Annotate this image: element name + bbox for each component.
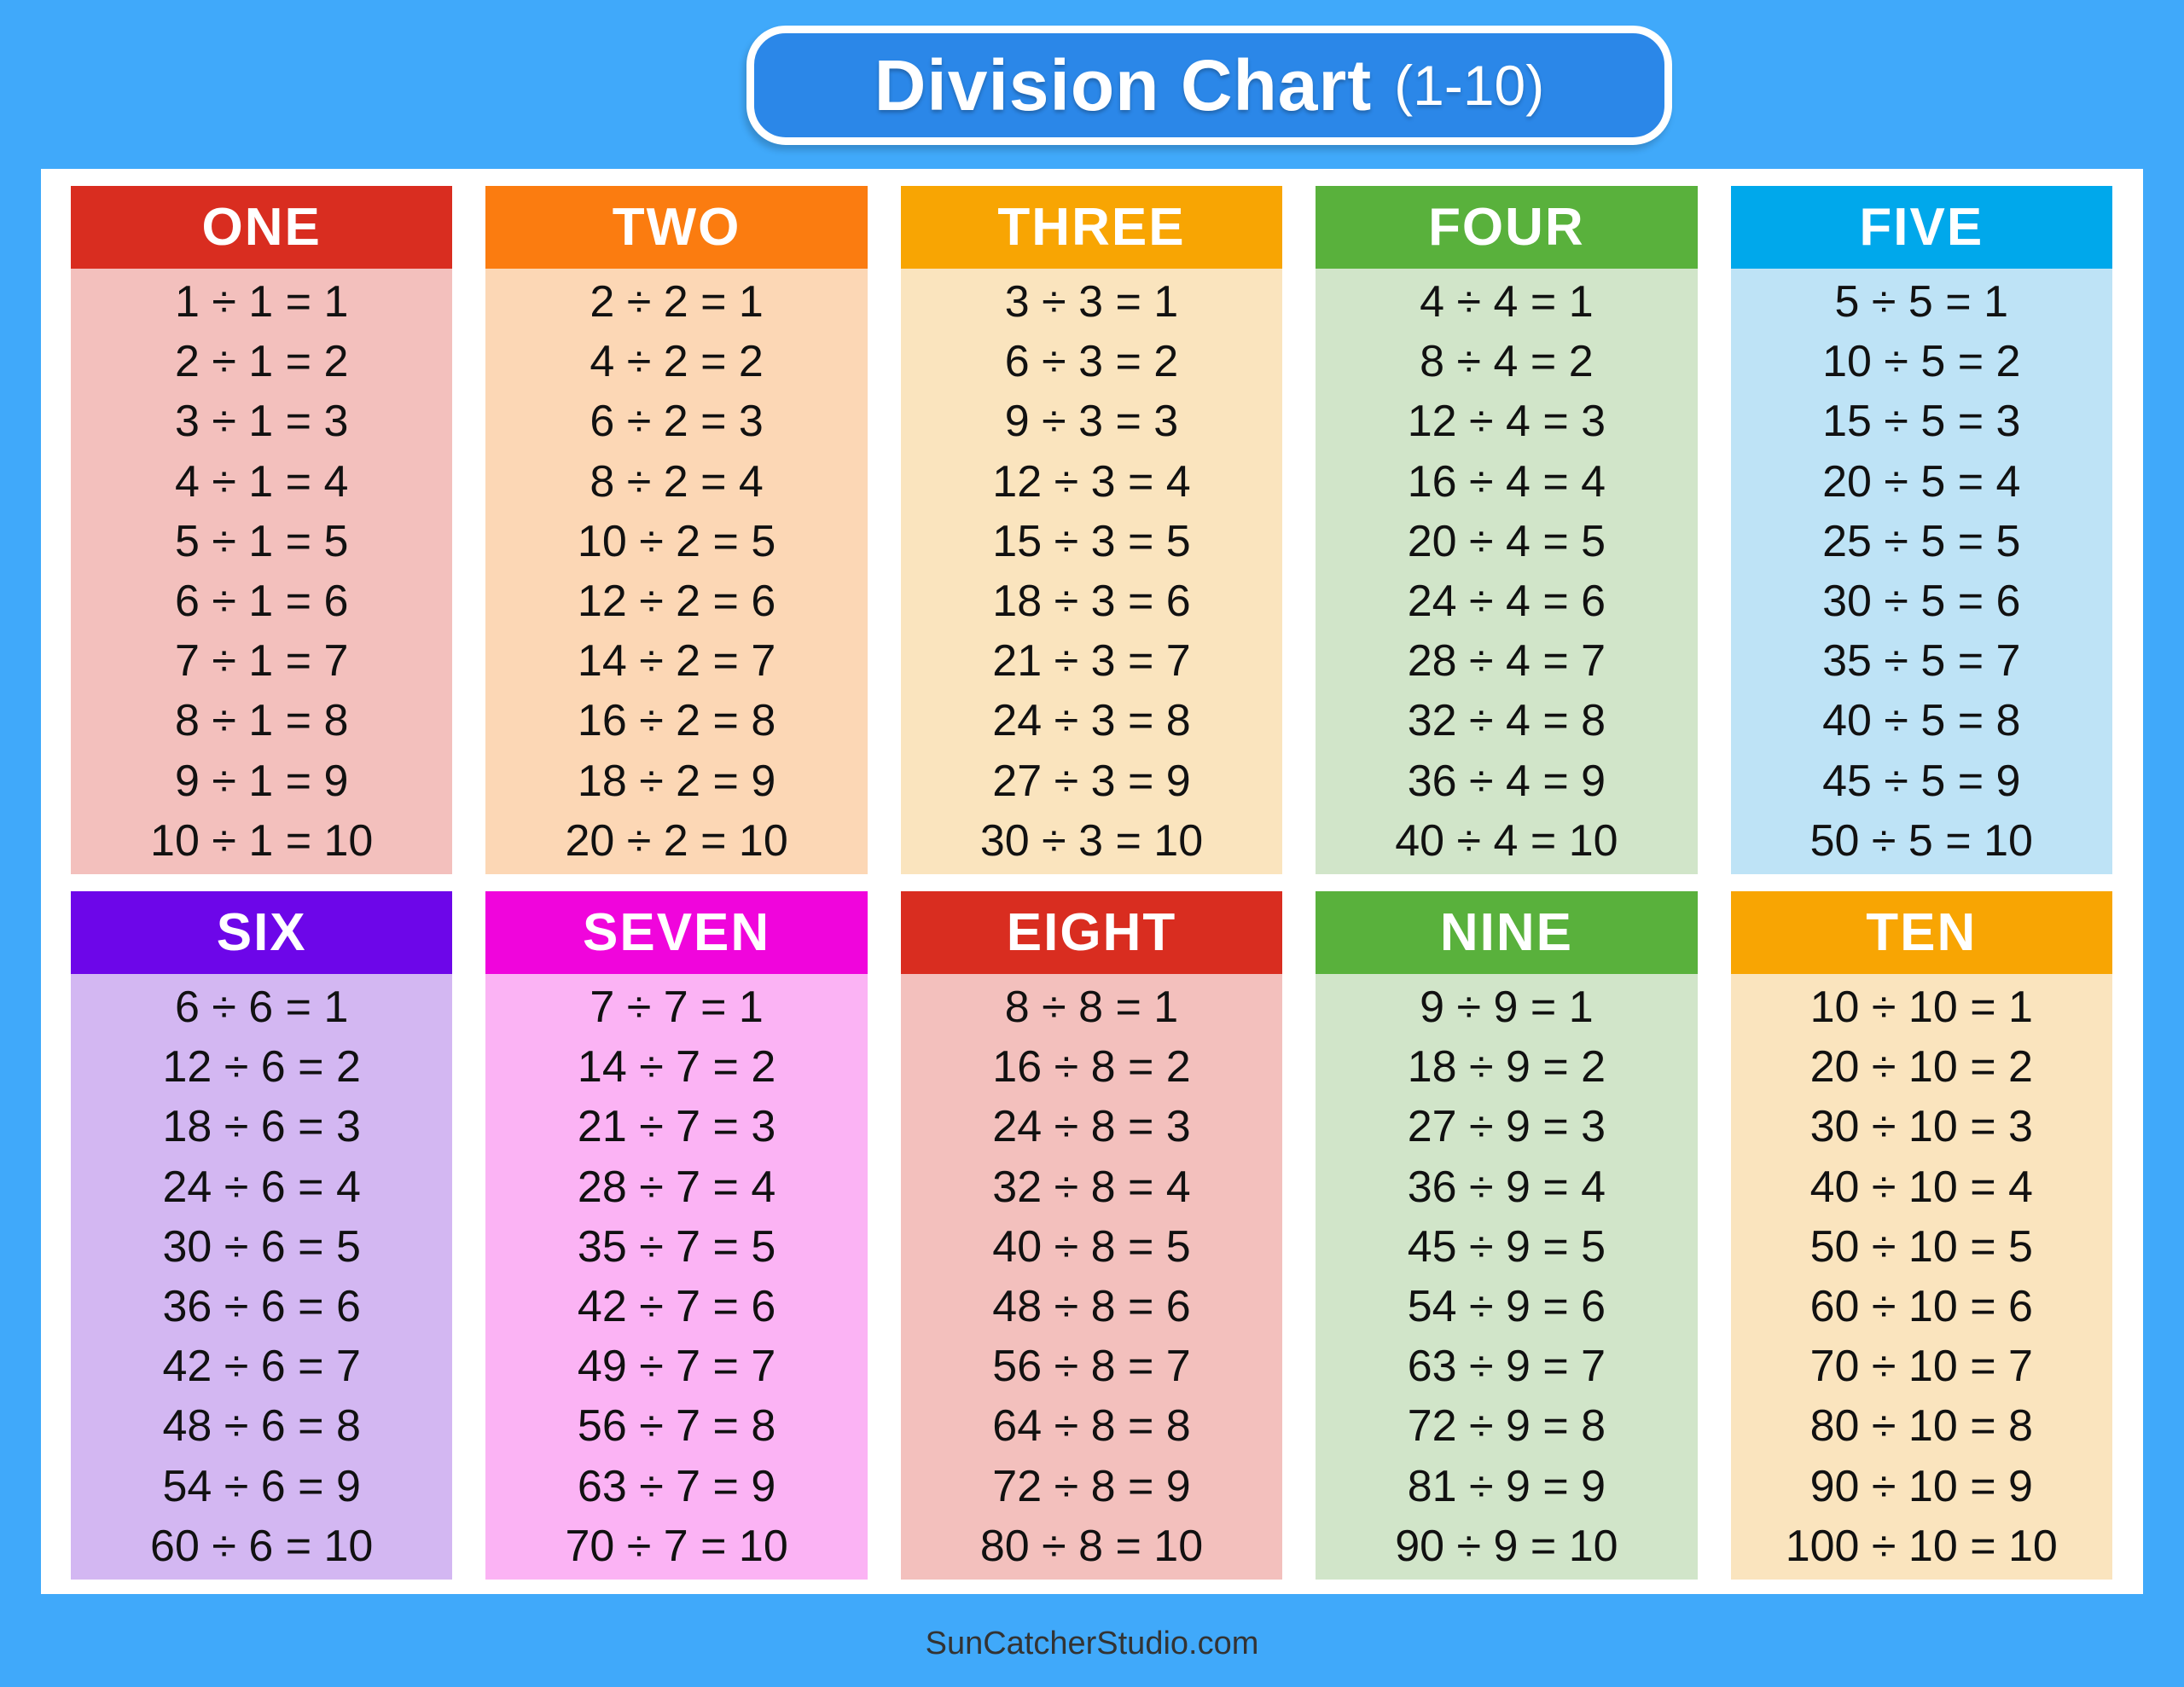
equation: 5 ÷ 1 = 5 [174,516,349,566]
equation: 45 ÷ 5 = 9 [1822,756,2021,806]
equation: 54 ÷ 6 = 9 [162,1461,361,1511]
division-card [901,186,1282,874]
card-body [901,974,1282,1580]
card-header: FOUR [1316,186,1697,269]
equation: 8 ÷ 2 = 4 [590,456,764,507]
equation: 6 ÷ 6 = 1 [174,983,349,1033]
equation: 28 ÷ 7 = 4 [577,1162,776,1212]
equation: 24 ÷ 6 = 4 [162,1162,361,1212]
equation: 18 ÷ 2 = 9 [577,756,776,806]
division-card [71,186,452,874]
equation: 30 ÷ 3 = 10 [979,815,1204,866]
equation: 28 ÷ 4 = 7 [1407,636,1606,687]
card-header: SIX [71,891,452,974]
equation: 81 ÷ 9 = 9 [1407,1461,1606,1511]
equation: 15 ÷ 5 = 3 [1822,397,2021,447]
equation: 48 ÷ 8 = 6 [992,1282,1191,1332]
equation: 20 ÷ 2 = 10 [565,815,788,866]
equation: 6 ÷ 3 = 2 [1004,337,1179,387]
equation: 50 ÷ 10 = 5 [1809,1221,2033,1272]
equation: 35 ÷ 7 = 5 [577,1221,776,1272]
equation: 27 ÷ 9 = 3 [1407,1102,1606,1152]
card-body [901,269,1282,874]
equation: 30 ÷ 5 = 6 [1822,577,2021,627]
equation: 15 ÷ 3 = 5 [992,516,1191,566]
footer-url: SunCatcherStudio.com [925,1626,1259,1661]
equation: 70 ÷ 7 = 10 [565,1521,788,1571]
equation: 6 ÷ 2 = 3 [590,397,764,447]
equation: 32 ÷ 8 = 4 [992,1162,1191,1212]
equation: 18 ÷ 3 = 6 [992,577,1191,627]
equation: 12 ÷ 4 = 3 [1407,397,1606,447]
division-card [1731,186,2112,874]
equation: 30 ÷ 10 = 3 [1809,1102,2033,1152]
equation: 32 ÷ 4 = 8 [1407,696,1606,746]
division-card [71,891,452,1580]
equation: 5 ÷ 5 = 1 [1834,277,2009,328]
equation: 48 ÷ 6 = 8 [162,1401,361,1452]
division-card [485,891,867,1580]
equation: 35 ÷ 5 = 7 [1822,636,2021,687]
division-card [1731,891,2112,1580]
card-body [485,974,867,1580]
equation: 27 ÷ 3 = 9 [992,756,1191,806]
equation: 56 ÷ 7 = 8 [577,1401,776,1452]
equation: 45 ÷ 9 = 5 [1407,1221,1606,1272]
page-title: Division Chart [874,44,1373,125]
card-header: EIGHT [901,891,1282,974]
equation: 50 ÷ 5 = 10 [1809,815,2033,866]
equation: 18 ÷ 9 = 2 [1407,1042,1606,1093]
equation: 100 ÷ 10 = 10 [1785,1521,2058,1571]
equation: 12 ÷ 3 = 4 [992,456,1191,507]
equation: 10 ÷ 10 = 1 [1809,983,2033,1033]
equation: 90 ÷ 10 = 9 [1809,1461,2033,1511]
equation: 16 ÷ 2 = 8 [577,696,776,746]
card-body [71,974,452,1580]
equation: 2 ÷ 1 = 2 [174,337,349,387]
equation: 12 ÷ 6 = 2 [162,1042,361,1093]
card-header: THREE [901,186,1282,269]
equation: 10 ÷ 2 = 5 [577,516,776,566]
equation: 9 ÷ 3 = 3 [1004,397,1179,447]
equation: 9 ÷ 9 = 1 [1420,983,1594,1033]
equation: 30 ÷ 6 = 5 [162,1221,361,1272]
card-body [71,269,452,874]
equation: 63 ÷ 7 = 9 [577,1461,776,1511]
equation: 56 ÷ 8 = 7 [992,1342,1191,1392]
equation: 36 ÷ 4 = 9 [1407,756,1606,806]
equation: 8 ÷ 1 = 8 [174,696,349,746]
equation: 21 ÷ 7 = 3 [577,1102,776,1152]
page-title-range: (1-10) [1394,54,1545,117]
equation: 3 ÷ 3 = 1 [1004,277,1179,328]
equation: 24 ÷ 4 = 6 [1407,577,1606,627]
equation: 90 ÷ 9 = 10 [1395,1521,1618,1571]
division-card [485,186,867,874]
equation: 12 ÷ 2 = 6 [577,577,776,627]
card-body [1731,269,2112,874]
equation: 20 ÷ 4 = 5 [1407,516,1606,566]
equation: 40 ÷ 10 = 4 [1809,1162,2033,1212]
equation: 10 ÷ 5 = 2 [1822,337,2021,387]
division-card [1316,891,1697,1580]
card-body [1316,269,1697,874]
equation: 72 ÷ 9 = 8 [1407,1401,1606,1452]
equation: 40 ÷ 8 = 5 [992,1221,1191,1272]
equation: 8 ÷ 4 = 2 [1420,337,1594,387]
equation: 20 ÷ 10 = 2 [1809,1042,2033,1093]
equation: 20 ÷ 5 = 4 [1822,456,2021,507]
equation: 16 ÷ 8 = 2 [992,1042,1191,1093]
equation: 49 ÷ 7 = 7 [577,1342,776,1392]
equation: 70 ÷ 10 = 7 [1809,1342,2033,1392]
equation: 24 ÷ 3 = 8 [992,696,1191,746]
equation: 16 ÷ 4 = 4 [1407,456,1606,507]
card-body [1316,974,1697,1580]
equation: 36 ÷ 9 = 4 [1407,1162,1606,1212]
equation: 8 ÷ 8 = 1 [1004,983,1179,1033]
equation: 42 ÷ 7 = 6 [577,1282,776,1332]
equation: 6 ÷ 1 = 6 [174,577,349,627]
equation: 4 ÷ 1 = 4 [174,456,349,507]
equation: 24 ÷ 8 = 3 [992,1102,1191,1152]
card-body [1731,974,2112,1580]
equation: 40 ÷ 5 = 8 [1822,696,2021,746]
equation: 4 ÷ 4 = 1 [1420,277,1594,328]
equation: 9 ÷ 1 = 9 [174,756,349,806]
equation: 4 ÷ 2 = 2 [590,337,764,387]
equation: 7 ÷ 7 = 1 [590,983,764,1033]
equation: 36 ÷ 6 = 6 [162,1282,361,1332]
card-header: TWO [485,186,867,269]
card-header: FIVE [1731,186,2112,269]
cards-panel [41,169,2143,1594]
equation: 40 ÷ 4 = 10 [1395,815,1618,866]
equation: 3 ÷ 1 = 3 [174,397,349,447]
equation: 72 ÷ 8 = 9 [992,1461,1191,1511]
equation: 60 ÷ 6 = 10 [150,1521,374,1571]
card-header: TEN [1731,891,2112,974]
equation: 21 ÷ 3 = 7 [992,636,1191,687]
equation: 2 ÷ 2 = 1 [590,277,764,328]
equation: 60 ÷ 10 = 6 [1809,1282,2033,1332]
equation: 80 ÷ 8 = 10 [979,1521,1204,1571]
title-box [746,26,1672,145]
equation: 18 ÷ 6 = 3 [162,1102,361,1152]
equation: 63 ÷ 9 = 7 [1407,1342,1606,1392]
equation: 7 ÷ 1 = 7 [174,636,349,687]
division-card [1316,186,1697,874]
equation: 64 ÷ 8 = 8 [992,1401,1191,1452]
equation: 14 ÷ 2 = 7 [577,636,776,687]
equation: 25 ÷ 5 = 5 [1822,516,2021,566]
equation: 1 ÷ 1 = 1 [174,277,349,328]
card-header: SEVEN [485,891,867,974]
card-header: NINE [1316,891,1697,974]
equation: 10 ÷ 1 = 10 [150,815,374,866]
division-card [901,891,1282,1580]
equation: 14 ÷ 7 = 2 [577,1042,776,1093]
equation: 42 ÷ 6 = 7 [162,1342,361,1392]
card-body [485,269,867,874]
card-header: ONE [71,186,452,269]
equation: 54 ÷ 9 = 6 [1407,1282,1606,1332]
equation: 80 ÷ 10 = 8 [1809,1401,2033,1452]
